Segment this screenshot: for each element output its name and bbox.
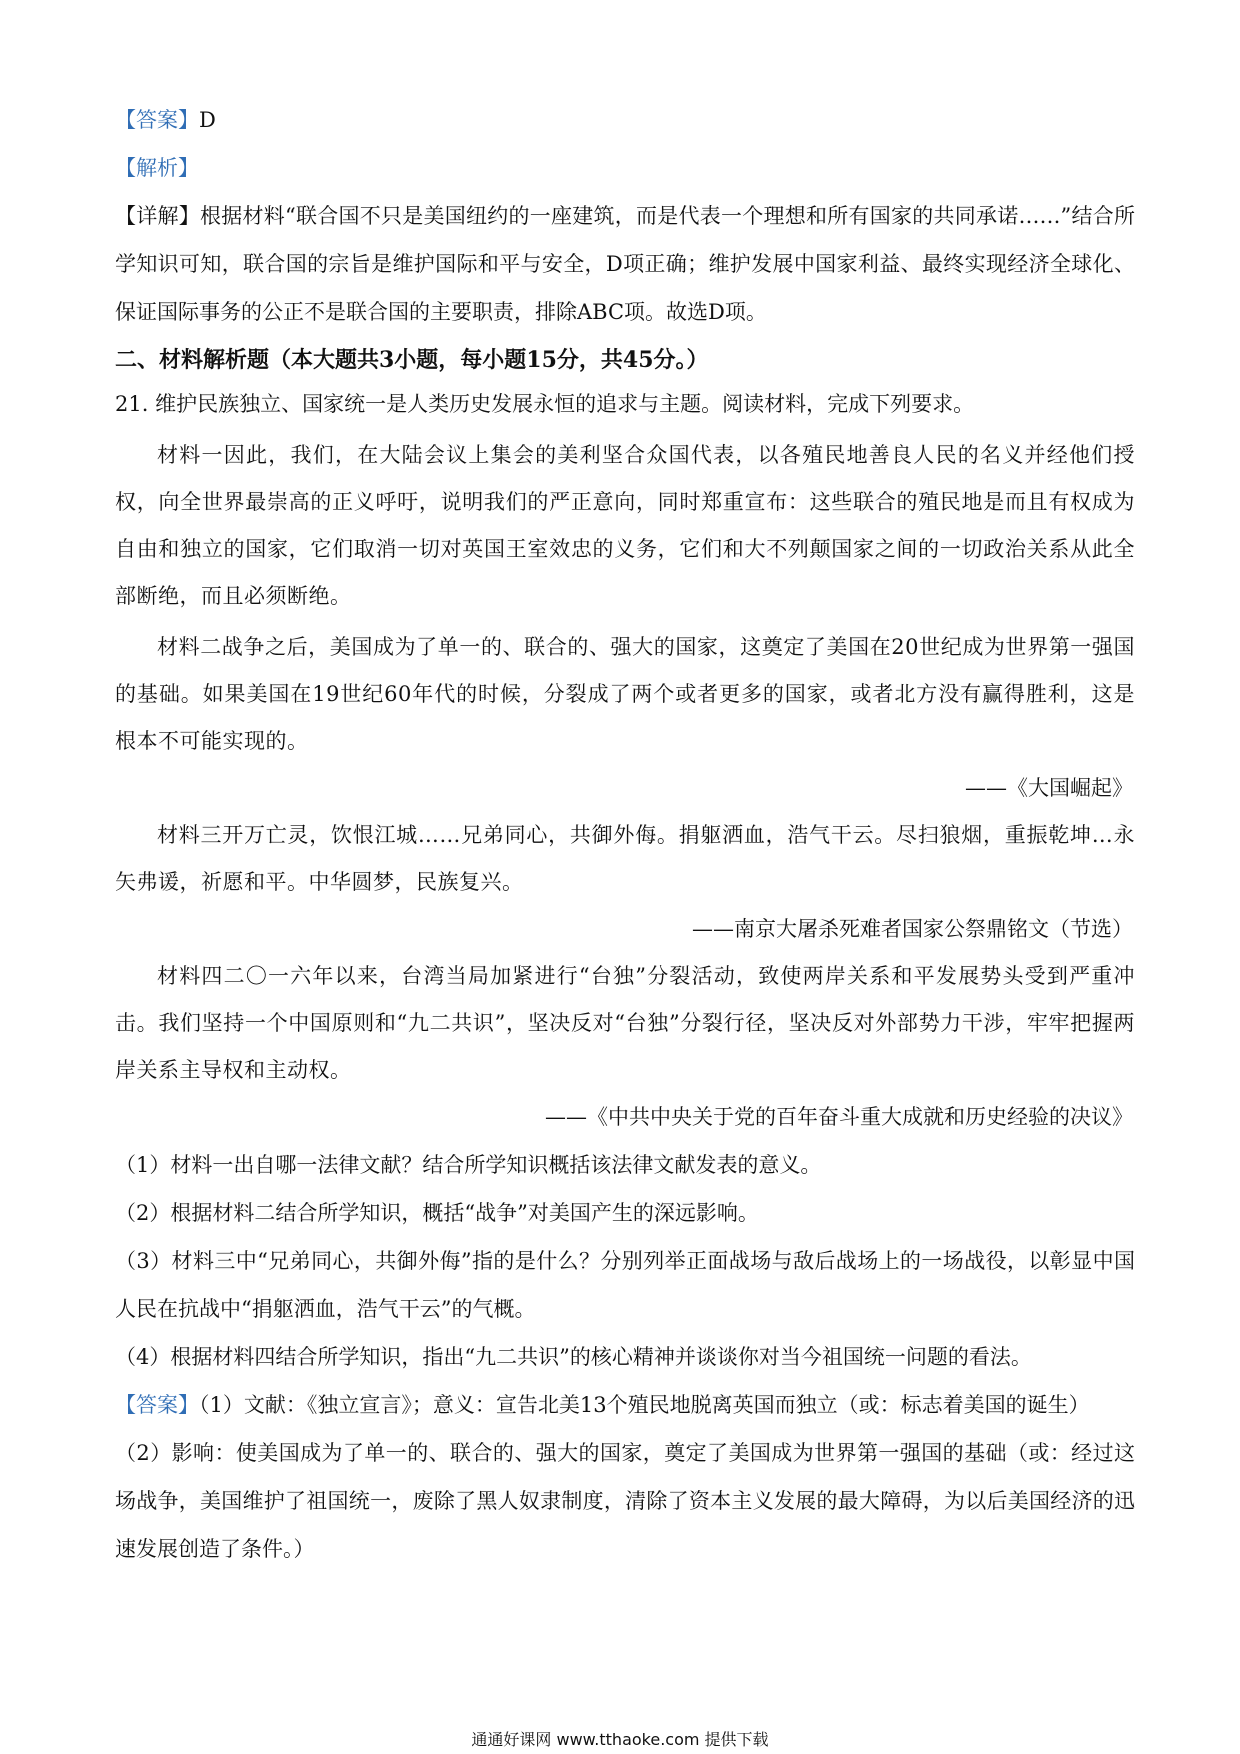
prev-answer-line: [115, 96, 1135, 144]
sub-question-4: （4）根据材料四结合所学知识，指出“九二共识”的核心精神并谈谈你对当今祖国统一问题的看法。: [115, 1345, 1032, 1369]
section-title: 二、材料解析题（本大题共3小题，每小题15分，共45分。）: [115, 347, 709, 373]
material-one: 材料一因此，我们，在大陆会议上集会的美利坚合众国代表，以各殖民地善良人民的名义并经他们授权，向全世界最崇高的正义呼吁，说明我们的严正意向，同时郑重宣布：这些联合的殖民地是而且有权成为自由和独立的国家，它们取消一切对英国王室效忠的义务，它们和大不列颠国家之间的一切政治关系从此全部断绝，而且必须断绝。: [115, 443, 1135, 608]
detail-paragraph: [115, 192, 1135, 336]
answer-2: （2）影响：使美国成为了单一的、联合的、强大的国家，奠定了美国成为世界第一强国的基础（或：经过这场战争，美国维护了祖国统一，废除了黑人奴隶制度，清除了资本主义发展的最大障碍，为以后美国经济的迅速发展创造了条件。）: [115, 1441, 1135, 1561]
analysis-line: [115, 144, 1135, 192]
material-four: 材料四二〇一六年以来，台湾当局加紧进行“台独”分裂活动，致使两岸关系和平发展势头受到严重冲击。我们坚持一个中国原则和“九二共识”，坚决反对“台独”分裂行径，坚决反对外部势力干涉，牢牢把握两岸关系主导权和主动权。: [115, 964, 1135, 1082]
page-footer: 通通好课网 www.tthaoke.com 提供下载: [471, 1730, 769, 1749]
sub-question-2: （2）根据材料二结合所学知识，概括“战争”对美国产生的深远影响。: [115, 1201, 759, 1225]
material-three-source: ——南京大屠杀死难者国家公祭鼎铭文（节选）: [692, 917, 1133, 941]
material-three: 材料三开万亡灵，饮恨江城……兄弟同心，共御外侮。捐躯洒血，浩气干云。尽扫狼烟，重振乾坤…永矢弗谖，祈愿和平。中华圆梦，民族复兴。: [115, 823, 1135, 894]
analysis-tag: 【解析】: [115, 156, 199, 180]
answer-1-text: （1）文献：《独立宣言》；意义：宣告北美13个殖民地脱离英国而独立（或：标志着美国的诞生）: [199, 1393, 1090, 1417]
material-two: 材料二战争之后，美国成为了单一的、联合的、强大的国家，这奠定了美国在20世纪成为世界第一强国的基础。如果美国在19世纪60年代的时候，分裂成了两个或者更多的国家，或者北方没有赢得胜利，这是根本不可能实现的。: [115, 635, 1135, 753]
sub-question-1: （1）材料一出自哪一法律文献？结合所学知识概括该法律文献发表的意义。: [115, 1153, 822, 1177]
answer-tag: 【答案】: [115, 108, 199, 132]
answer-value: D: [199, 108, 216, 132]
answer-tag: 【答案】: [115, 1393, 199, 1417]
question-stem: 21. 维护民族独立、国家统一是人类历史发展永恒的追求与主题。阅读材料，完成下列要求。: [115, 392, 975, 416]
material-two-source: ——《大国崛起》: [965, 776, 1133, 800]
detail-text: 根据材料“联合国不只是美国纽约的一座建筑，而是代表一个理想和所有国家的共同承诺……”结合所学知识可知，联合国的宗旨是维护国际和平与安全，D项正确；维护发展中国家利益、最终实现经济全球化、保证国际事务的公正不是联合国的主要职责，排除ABC项。故选D项。: [115, 204, 1136, 324]
answer-1: [115, 1381, 1135, 1429]
sub-question-3: （3）材料三中“兄弟同心，共御外侮”指的是什么？分别列举正面战场与敌后战场上的一场战役，以彰显中国人民在抗战中“捐躯洒血，浩气干云”的气概。: [115, 1249, 1135, 1321]
detail-tag: 【详解】: [115, 204, 201, 228]
material-four-source: ——《中共中央关于党的百年奋斗重大成就和历史经验的决议》: [545, 1105, 1133, 1129]
document-page: [115, 96, 1135, 1573]
